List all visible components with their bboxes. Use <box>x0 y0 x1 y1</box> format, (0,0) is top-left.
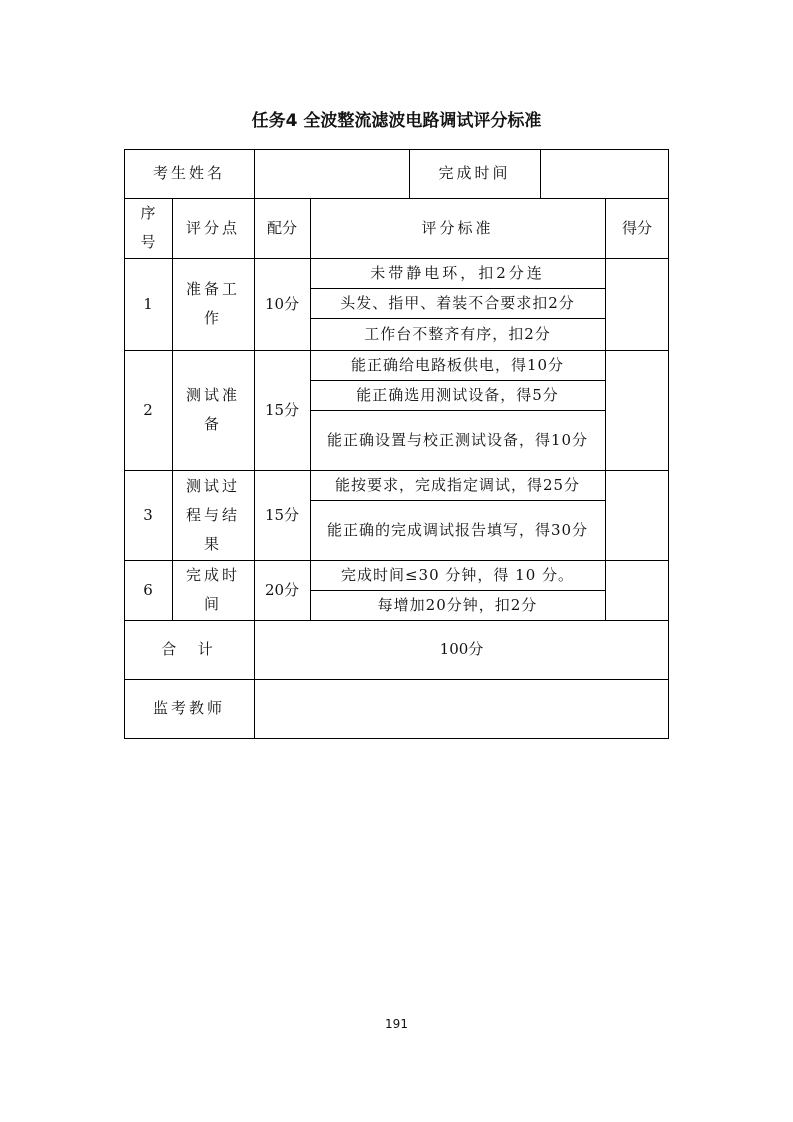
criteria-item: 未带静电环，扣2分连 <box>370 263 545 282</box>
criteria-item: 能正确的完成调试报告填写，得30分 <box>326 520 589 539</box>
criteria-item: 能正确给电路板供电，得10分 <box>350 355 565 374</box>
row-point: 测试过程与结果 <box>186 476 241 553</box>
criteria-item: 头发、指甲、着装不合要求扣2分 <box>340 293 575 312</box>
header-point: 评分点 <box>185 218 240 237</box>
criteria-item: 能按要求，完成指定调试，得25分 <box>334 475 581 494</box>
row-seq: 2 <box>143 400 153 419</box>
score-field[interactable] <box>606 561 668 620</box>
score-field[interactable] <box>606 351 668 470</box>
row-point: 测试准备 <box>186 386 241 433</box>
row-seq: 3 <box>143 505 153 524</box>
row-seq: 6 <box>143 580 153 599</box>
page-number: 191 <box>385 1017 408 1031</box>
criteria-item: 能正确选用测试设备，得5分 <box>356 385 559 404</box>
header-score: 配分 <box>267 218 298 237</box>
total-value: 100分 <box>439 640 484 658</box>
header-criteria: 评分标准 <box>421 218 494 237</box>
scoring-table <box>124 149 669 739</box>
row-score: 20分 <box>264 580 300 599</box>
total-label: 合 计 <box>161 640 217 658</box>
supervisor-field[interactable] <box>255 680 668 738</box>
row-point: 准备工作 <box>186 280 241 327</box>
score-field[interactable] <box>606 471 668 560</box>
row-point: 完成时间 <box>186 566 241 613</box>
header-seq: 序号 <box>140 204 156 251</box>
row-score: 10分 <box>264 294 300 313</box>
completion-time-field[interactable] <box>541 150 668 198</box>
criteria-item: 完成时间≤30 分钟，得 10 分。 <box>340 565 575 584</box>
candidate-name-label: 考生姓名 <box>152 164 225 182</box>
row-score: 15分 <box>264 505 300 524</box>
header-result: 得分 <box>621 218 652 237</box>
row-score: 15分 <box>264 400 300 419</box>
criteria-item: 每增加20分钟，扣2分 <box>377 595 538 614</box>
criteria-item: 能正确设置与校正测试设备，得10分 <box>326 430 589 449</box>
candidate-name-field[interactable] <box>255 150 409 198</box>
supervisor-label: 监考教师 <box>152 699 225 717</box>
score-field[interactable] <box>606 259 668 350</box>
criteria-item: 工作台不整齐有序，扣2分 <box>364 324 551 343</box>
page-title: 任务4 全波整流滤波电路调试评分标准 <box>251 111 542 131</box>
completion-time-label: 完成时间 <box>438 164 511 182</box>
row-seq: 1 <box>143 294 153 313</box>
